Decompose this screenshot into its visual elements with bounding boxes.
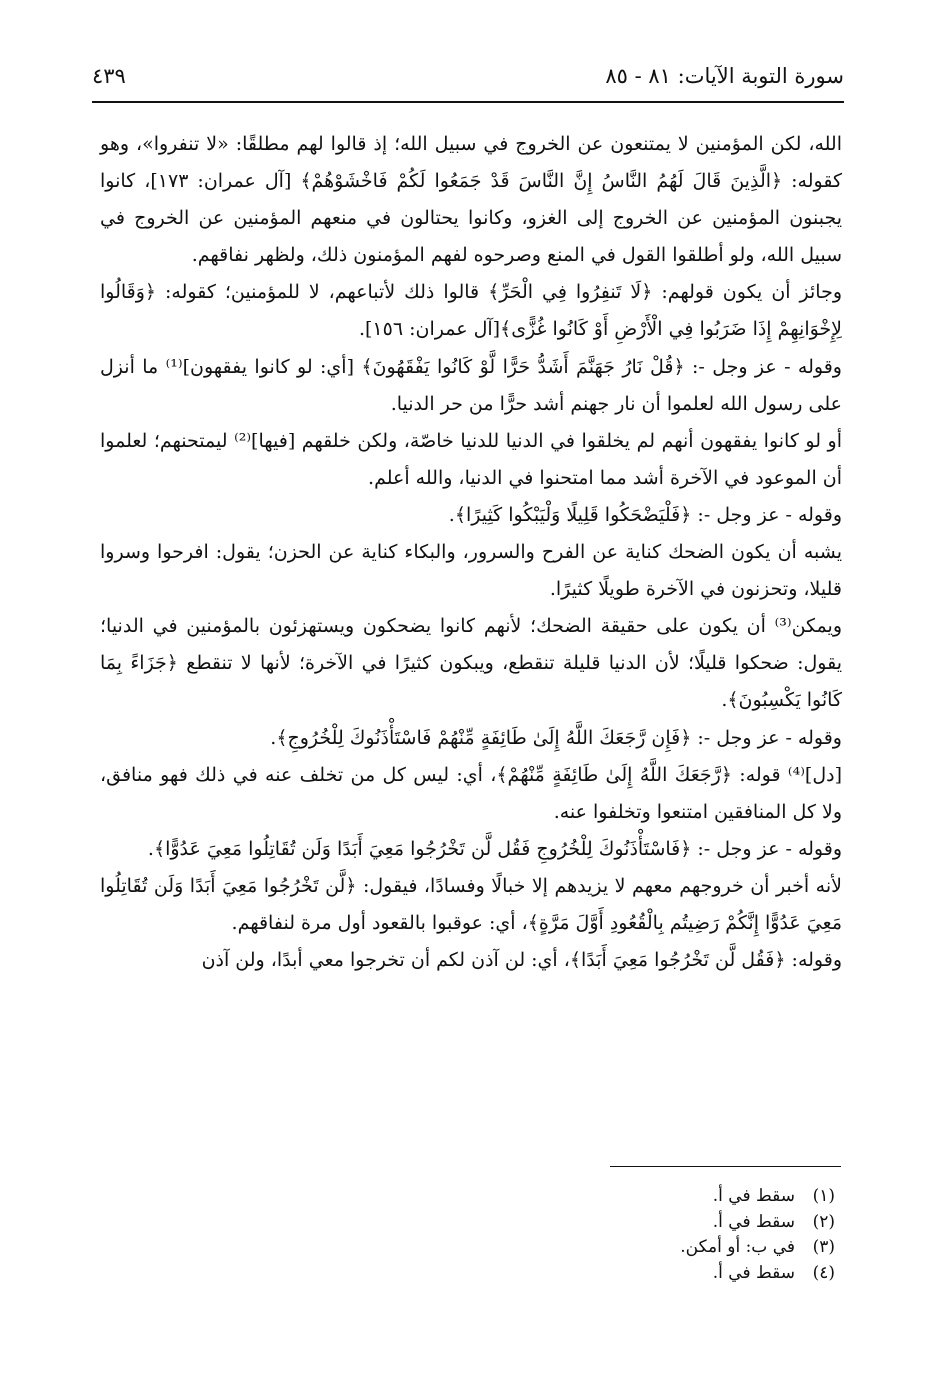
- footnote-text: سقط في أ.: [712, 1186, 795, 1206]
- paragraph: وجائز أن يكون قولهم: ﴿لَا تَنفِرُوا فِي الْحَرِّ﴾ قالوا ذلك لأتباعهم، لا للمؤمنين؛ كقوله: ﴿وَقَالُوا لِإِخْوَانِهِمْ إِذَا ضَرَبُوا فِي الْأَرْضِ أَوْ كَانُوا غُزًّى﴾[آل عمران: ١٥٦].: [100, 281, 842, 341]
- main-text: [100, 126, 842, 979]
- paragraph: أو لو كانوا يفقهون أنهم لم يخلقوا في الدنيا للدنيا خاصّة، ولكن خلقهم [فيها]⁽²⁾ ليمتحنهم؛ لعلموا أن الموعود في الآخرة أشد مما امتحنوا في الدنيا، والله أعلم.: [100, 429, 843, 489]
- paragraph: وقوله - عز وجل -: ﴿فَإِن رَّجَعَكَ اللَّهُ إِلَىٰ طَائِفَةٍ مِّنْهُمْ فَاسْتَأْذَنُوكَ لِلْخُرُوجِ﴾.: [270, 726, 842, 749]
- paragraph: وقوله - عز وجل -: ﴿قُلْ نَارُ جَهَنَّمَ أَشَدُّ حَرًّا لَّوْ كَانُوا يَفْقَهُونَ﴾ [أي: لو كانوا يفقهون]⁽¹⁾ ما أنزل على رسول الله لعلموا أن نار جهنم أشد حرًّا من حر الدنيا.: [100, 355, 842, 415]
- paragraph: يشبه أن يكون الضحك كناية عن الفرح والسرور، والبكاء كناية عن الحزن؛ يقول: افرحوا وسروا قليلا، وتحزنون في الآخرة طويلًا كثيرًا.: [100, 541, 842, 601]
- paragraph: لأنه أخبر أن خروجهم معهم لا يزيدهم إلا خبالًا وفسادًا، فيقول: ﴿لَّن تَخْرُجُوا مَعِيَ أَبَدًا وَلَن تُقَاتِلُوا مَعِيَ عَدُوًّا إِنَّكُمْ رَضِيتُم بِالْقُعُودِ أَوَّلَ مَرَّةٍ﴾، أي: عوقبوا بالقعود أول مرة لنفاقهم.: [100, 874, 842, 934]
- running-header: [92, 62, 844, 96]
- paragraph: وقوله - عز وجل -: ﴿فَاسْتَأْذَنُوكَ لِلْخُرُوجِ فَقُل لَّن تَخْرُجُوا مَعِيَ أَبَدًا وَلَن تُقَاتِلُوا مَعِيَ عَدُوًّا﴾.: [147, 837, 842, 860]
- footnote-item: [435, 1184, 835, 1210]
- footnote-number: (٢): [812, 1211, 835, 1232]
- page-number: ٤٣٩: [92, 64, 126, 88]
- footnote-text: في ب: أو أمكن.: [680, 1237, 795, 1257]
- footnote-separator: [610, 1166, 841, 1167]
- footnote-number: (١): [812, 1186, 835, 1206]
- footnotes: [435, 1184, 835, 1286]
- footnote-number: (٤): [812, 1262, 835, 1283]
- paragraph: وقوله - عز وجل -: ﴿فَلْيَضْحَكُوا قَلِيلًا وَلْيَبْكُوا كَثِيرًا﴾.: [448, 503, 842, 526]
- footnote-item: [435, 1235, 835, 1261]
- footnote-text: سقط في أ.: [712, 1211, 795, 1232]
- paragraph: ويمكن⁽³⁾ أن يكون على حقيقة الضحك؛ لأنهم كانوا يضحكون ويستهزئون بالمؤمنين في الدنيا؛ يقول: ضحكوا قليلًا؛ لأن الدنيا قليلة تنقطع، ويبكون كثيرًا في الآخرة؛ لأنها لا تنقطع ﴿جَزَاءً بِمَا كَانُوا يَكْسِبُونَ﴾.: [100, 615, 842, 712]
- footnote-item: [435, 1210, 835, 1236]
- header-rule: [92, 101, 844, 103]
- footnote-number: (٣): [812, 1237, 835, 1257]
- paragraph: [دل]⁽⁴⁾ قوله: ﴿رَّجَعَكَ اللَّهُ إِلَىٰ طَائِفَةٍ مِّنْهُمْ﴾، أي: ليس كل من تخلف عنه في ذلك فهو منافق، ولا كل المنافقين امتنعوا وتخلفوا عنه.: [100, 763, 842, 823]
- header-title: سورة التوبة الآيات: ٨١ - ٨٥: [605, 64, 844, 88]
- paragraph: الله، لكن المؤمنين لا يمتنعون عن الخروج في سبيل الله؛ إذ قالوا لهم مطلقًا: «لا تنفروا»، وهو كقوله: ﴿الَّذِينَ قَالَ لَهُمُ النَّاسُ إِنَّ النَّاسَ قَدْ جَمَعُوا لَكُمْ فَاخْشَوْهُمْ﴾ [آل عمران: ١٧٣]، كانوا يجبنون المؤمنين عن الخروج إلى الغزو، وكانوا يحتالون في منعهم المؤمنين عن الخروج في سبيل الله، ولو أطلقوا القول في المنع وصرحوه لفهم المؤمنون ذلك، ولظهر نفاقهم.: [100, 133, 842, 267]
- footnote-text: سقط في أ.: [712, 1262, 795, 1283]
- paragraph: وقوله: ﴿فَقُل لَّن تَخْرُجُوا مَعِيَ أَبَدًا﴾، أي: لن آذن لكم أن تخرجوا معي أبدًا، ولن آذن: [201, 949, 842, 972]
- footnote-item: [435, 1261, 835, 1287]
